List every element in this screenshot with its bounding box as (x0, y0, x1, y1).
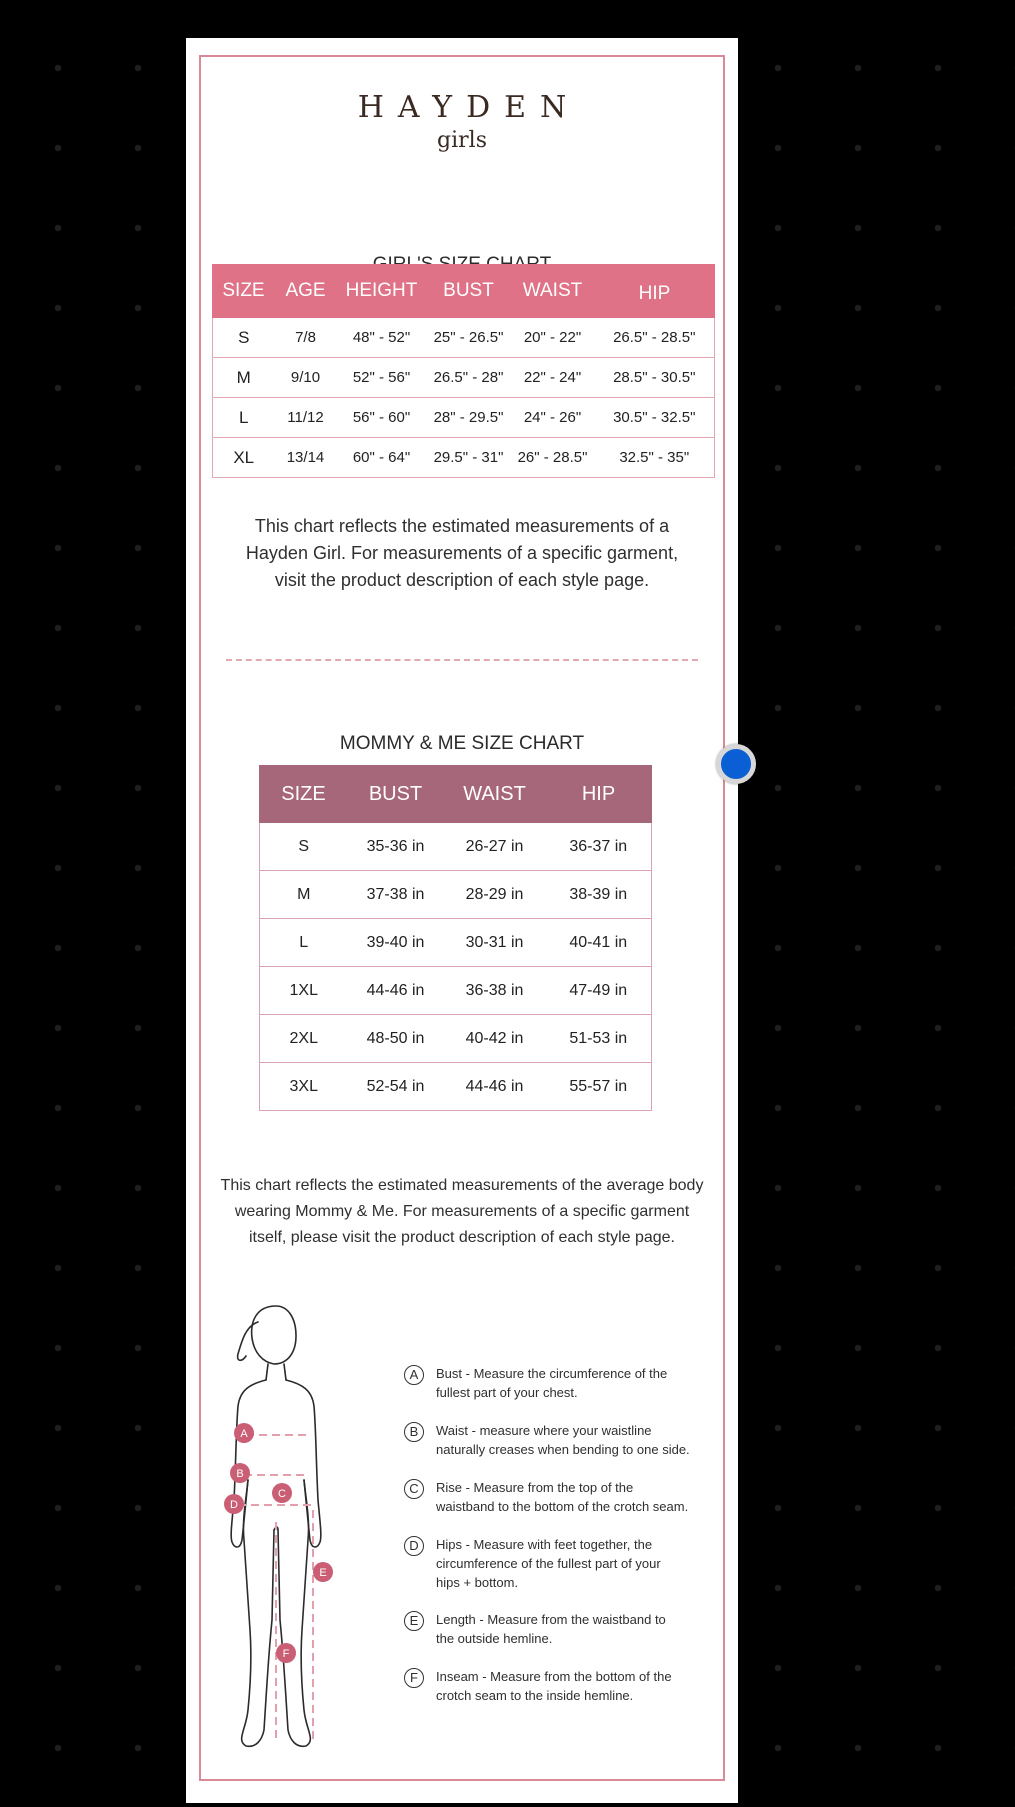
table-cell: 35-36 in (348, 823, 444, 871)
size-chart-image (186, 38, 738, 1803)
table-cell: 28.5" - 30.5" (595, 358, 715, 398)
table-row (213, 318, 715, 358)
table-row (213, 438, 715, 478)
legend-line: Rise - Measure from the top of the (436, 1480, 634, 1495)
legend-line: Waist - measure where your waistline (436, 1423, 652, 1438)
column-header: BUST (427, 265, 511, 318)
column-header: SIZE (213, 265, 275, 318)
letter-circle: F (404, 1668, 424, 1688)
table-cell: 24" - 26" (511, 398, 595, 438)
legend-line: waistband to the bottom of the crotch seam. (436, 1499, 689, 1514)
table-cell: 11/12 (275, 398, 337, 438)
letter-circle: D (404, 1536, 424, 1556)
table-cell: 52" - 56" (337, 358, 427, 398)
column-header: BUST (348, 766, 444, 823)
table-cell: 20" - 22" (511, 318, 595, 358)
legend-line: crotch seam to the inside hemline. (436, 1688, 634, 1703)
table-cell: 26-27 in (444, 823, 546, 871)
legend-line: naturally creases when bending to one side. (436, 1442, 690, 1457)
note-line: itself, please visit the product description of each style page. (248, 1229, 675, 1246)
table-cell: 28-29 in (444, 871, 546, 919)
table-row (213, 398, 715, 438)
table-cell: 32.5" - 35" (595, 438, 715, 478)
legend-line: Inseam - Measure from the bottom of the (436, 1669, 672, 1684)
body-silhouette-icon (216, 1300, 366, 1765)
table-cell: L (260, 919, 348, 967)
letter-circle: A (404, 1365, 424, 1385)
table-cell: 25" - 26.5" (427, 318, 511, 358)
table-row (260, 823, 652, 871)
table-cell: 22" - 24" (511, 358, 595, 398)
column-header: AGE (275, 265, 337, 318)
table-cell: 56" - 60" (337, 398, 427, 438)
table-cell: 36-37 in (546, 823, 652, 871)
table-cell: 55-57 in (546, 1063, 652, 1111)
table-cell: 26" - 28.5" (511, 438, 595, 478)
girls-chart-note (186, 513, 738, 594)
table-header-row (213, 265, 715, 318)
note-line: This chart reflects the estimated measurements of a (254, 516, 670, 536)
table-cell: 29.5" - 31" (427, 438, 511, 478)
table-cell: 37-38 in (348, 871, 444, 919)
note-line: wearing Mommy & Me. For measurements of a specific garment (234, 1203, 690, 1220)
brand-logo: HAYDEN (357, 90, 581, 125)
dashed-divider (226, 659, 698, 661)
table-cell: M (260, 871, 348, 919)
table-cell: 13/14 (275, 438, 337, 478)
table-cell: S (260, 823, 348, 871)
note-line: Hayden Girl. For measurements of a specific garment, (245, 543, 679, 563)
table-cell: 30.5" - 32.5" (595, 398, 715, 438)
table-cell: 30-31 in (444, 919, 546, 967)
svg-text:A: A (240, 1428, 248, 1440)
table-row (260, 871, 652, 919)
table-header-row (260, 766, 652, 823)
table-cell: 40-41 in (546, 919, 652, 967)
letter-circle: C (404, 1479, 424, 1499)
legend-line: fullest part of your chest. (436, 1385, 578, 1400)
table-cell: 40-42 in (444, 1015, 546, 1063)
svg-text:C: C (278, 1488, 286, 1500)
brand-sub-logo: girls (437, 128, 487, 153)
table-cell: 47-49 in (546, 967, 652, 1015)
table-row (260, 1063, 652, 1111)
note-line: visit the product description of each style page. (274, 570, 650, 590)
table-cell: 52-54 in (348, 1063, 444, 1111)
column-header: SIZE (260, 766, 348, 823)
table-row (260, 1015, 652, 1063)
table-cell: 7/8 (275, 318, 337, 358)
table-cell: 1XL (260, 967, 348, 1015)
column-header: WAIST (511, 265, 595, 318)
table-cell: 48-50 in (348, 1015, 444, 1063)
table-cell: 39-40 in (348, 919, 444, 967)
column-header: HEIGHT (337, 265, 427, 318)
table-cell: XL (213, 438, 275, 478)
table-cell: 28" - 29.5" (427, 398, 511, 438)
table-row (260, 919, 652, 967)
table-cell: 44-46 in (444, 1063, 546, 1111)
table-cell: M (213, 358, 275, 398)
table-row (213, 358, 715, 398)
svg-text:F: F (282, 1648, 290, 1660)
girls-size-table (212, 264, 715, 478)
table-cell: 26.5" - 28.5" (595, 318, 715, 358)
table-cell: 44-46 in (348, 967, 444, 1015)
legend-line: Bust - Measure the circumference of the (436, 1366, 668, 1381)
table-cell: 2XL (260, 1015, 348, 1063)
table-cell: 48" - 52" (337, 318, 427, 358)
svg-text:B: B (236, 1468, 244, 1480)
table-cell: S (213, 318, 275, 358)
mommy-size-table (259, 765, 652, 1111)
column-header: HIP (546, 766, 652, 823)
legend-line: Length - Measure from the waistband to (436, 1612, 666, 1627)
column-header: WAIST (444, 766, 546, 823)
letter-circle: B (404, 1422, 424, 1442)
mommy-chart-title: MOMMY & ME SIZE CHART (339, 733, 585, 754)
table-cell: 26.5" - 28" (427, 358, 511, 398)
table-cell: 38-39 in (546, 871, 652, 919)
legend-line: the outside hemline. (436, 1631, 553, 1646)
table-cell: 9/10 (275, 358, 337, 398)
table-cell: 36-38 in (444, 967, 546, 1015)
legend-line: hips + bottom. (436, 1575, 519, 1590)
letter-circle: E (404, 1611, 424, 1631)
drag-handle[interactable] (716, 744, 756, 784)
table-cell: 60" - 64" (337, 438, 427, 478)
svg-text:E: E (319, 1567, 327, 1579)
note-line: This chart reflects the estimated measurements of the average body (220, 1177, 704, 1194)
table-row (260, 967, 652, 1015)
column-header: HIP (595, 265, 715, 318)
legend-line: circumference of the fullest part of your (436, 1556, 661, 1571)
svg-text:D: D (230, 1499, 238, 1511)
table-cell: 51-53 in (546, 1015, 652, 1063)
table-cell: 3XL (260, 1063, 348, 1111)
legend-line: Hips - Measure with feet together, the (436, 1537, 653, 1552)
mommy-chart-note (186, 1173, 738, 1251)
table-cell: L (213, 398, 275, 438)
